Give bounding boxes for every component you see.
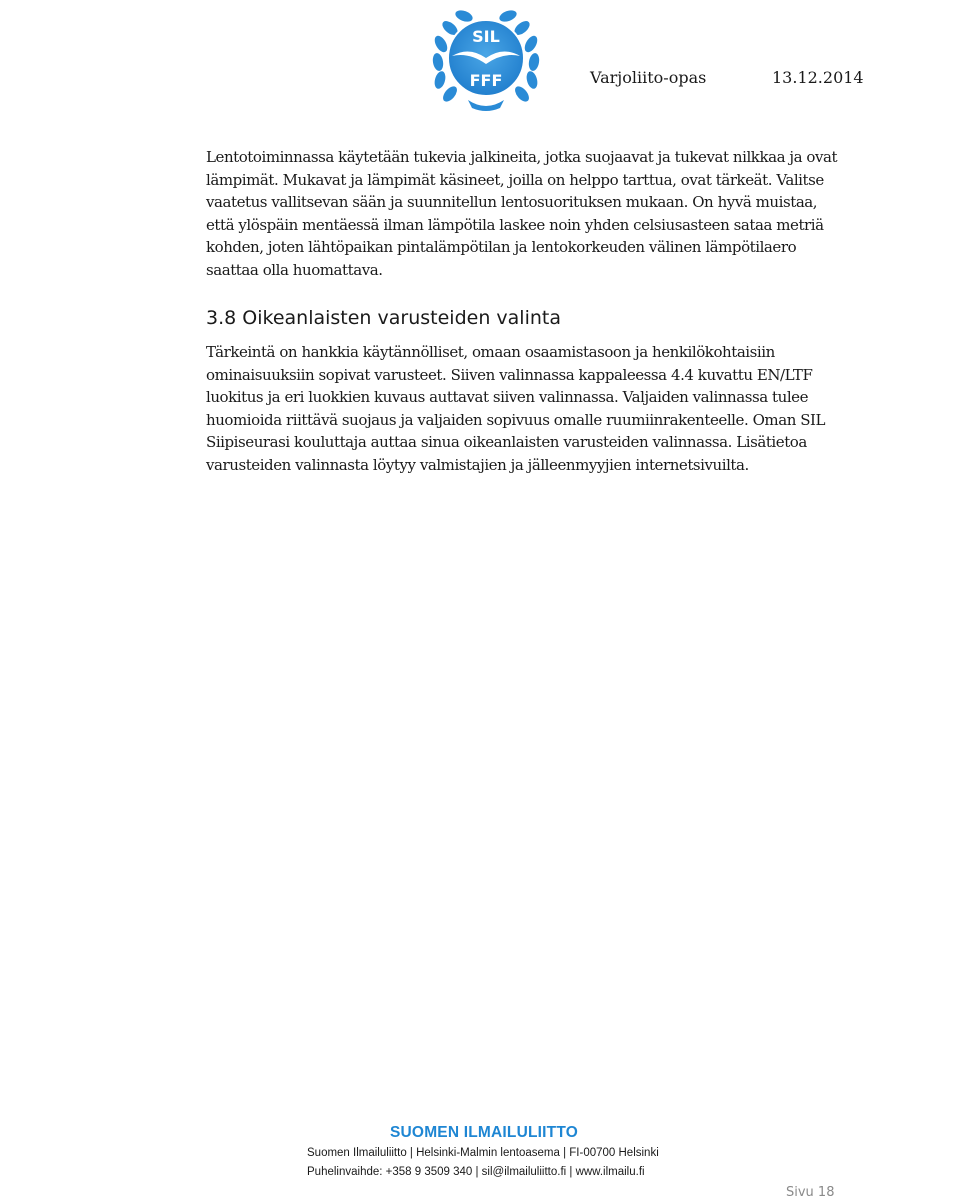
document-date: 13.12.2014 — [772, 68, 864, 87]
footer-contact: Puhelinvaihde: +358 9 3509 340 | sil@ilmailuliitto.fi | www.ilmailu.fi — [307, 1166, 645, 1178]
logo-top-text: SIL — [472, 27, 500, 46]
document-title: Varjoliito-opas — [590, 68, 707, 87]
logo-bottom-text: FFF — [469, 71, 503, 90]
page-number: Sivu 18 — [786, 1185, 835, 1200]
body-paragraph-equipment: Tärkeintä on hankkia käytännölliset, omaan osaamistasoon ja henkilökohtaisiin ominaisuuksiin sopivat varusteet. Siiven valinnassa kappaleessa 4.4 kuvattu EN/LTF luokitus ja eri luokkien kuvaus auttavat siiven valinnassa. Valjaiden valinnassa tulee huomioida riittävä suojaus ja valjaiden sopivuus omalle ruumiinrakenteelle. Oman SIL Siipiseurasi kouluttaja auttaa sinua oikeanlaisten varusteiden valinnassa. Lisätietoa varusteiden valinnasta löytyy valmistajien ja jälleenmyyjien internetsivuilta. — [206, 343, 826, 474]
sil-fff-emblem-icon — [424, 4, 548, 112]
footer-address: Suomen Ilmailuliitto | Helsinki-Malmin lentoasema | FI-00700 Helsinki — [307, 1147, 659, 1159]
section-heading: 3.8 Oikeanlaisten varusteiden valinta — [206, 307, 561, 329]
footer-brand-name: SUOMEN ILMAILULIITTO — [390, 1124, 578, 1141]
body-paragraph-clothing: Lentotoiminnassa käytetään tukevia jalkineita, jotka suojaavat ja tukevat nilkkaa ja ovat lämpimät. Mukavat ja lämpimät käsineet, joilla on helppo tarttua, ovat tärkeät. Valitse vaatetus vallitsevan sään ja suunnitellun lentosuorituksen mukaan. On hyvä muistaa, että ylöspäin mentäessä ilman lämpötila laskee noin yhden celsiusasteen sataa metriä kohden, joten lähtöpaikan pintalämpötilan ja lentokorkeuden välinen lämpötilaero saattaa olla huomattava. — [206, 148, 838, 279]
